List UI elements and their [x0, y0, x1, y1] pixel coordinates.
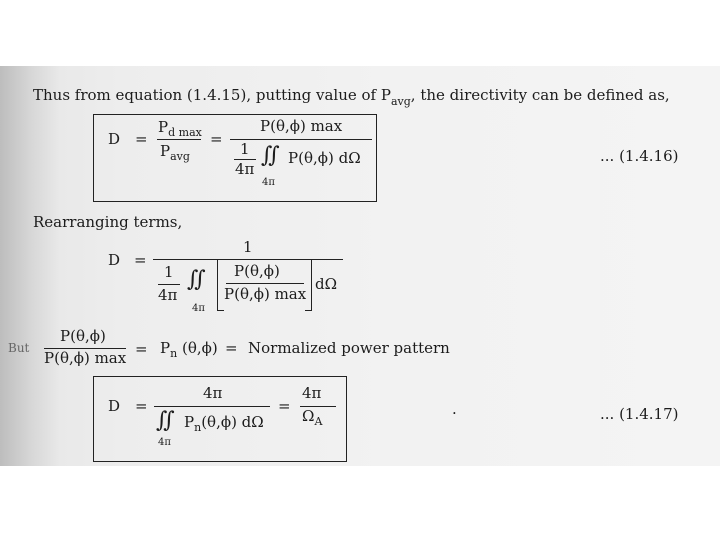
eq4-eq: = [135, 397, 148, 415]
intro-sub: avg [390, 95, 411, 108]
eq1-number: ... (1.4.16) [600, 147, 679, 165]
eq2-coef-top: 1 [164, 263, 174, 281]
eq1-den-coef-top: 1 [240, 140, 250, 158]
eq1-den-body: P(θ,ϕ) dΩ [288, 149, 361, 167]
eq1-num1: $P_{d max}$ [158, 118, 202, 139]
eq3-prefix: But [8, 341, 30, 355]
eq2-limit: 4π [192, 303, 205, 314]
eq3-num: P(θ,ϕ) [60, 327, 106, 345]
eq4-number: ... (1.4.17) [600, 405, 679, 423]
eq1-eq: = [135, 130, 148, 148]
eq3-rhs: $P_n$ (θ,ϕ) [160, 339, 218, 360]
eq2-eq: = [134, 251, 147, 269]
eq4-integral: ∬ [156, 408, 175, 433]
eq2-coef-bar [158, 284, 180, 285]
eq4-den-body: $P_n(\theta,\phi)$ dΩ [184, 413, 264, 434]
eq3-den: P(θ,ϕ) max [44, 349, 127, 367]
eq2-inner-bar [226, 283, 304, 284]
eq2-bracket-left [217, 259, 224, 311]
eq1-frac2 [230, 139, 372, 140]
eq4-lhs: D [108, 397, 121, 415]
intro-text-2: , the directivity can be defined as, [410, 86, 670, 104]
eq2-inner-num: P(θ,ϕ) [234, 262, 280, 280]
eq4-frac1 [154, 406, 270, 407]
eq1-den-coef-bot: 4π [235, 160, 255, 178]
eq2-frac [153, 259, 343, 260]
eq4-eq2: = [278, 397, 291, 415]
eq2-d: dΩ [315, 275, 338, 293]
eq1-frac1 [157, 139, 201, 140]
eq4-den2: $\Omega_A$ [302, 407, 323, 428]
eq4-den-limit: 4π [158, 437, 171, 448]
eq2-coef-bot: 4π [158, 286, 178, 304]
intro-text: Thus from equation (1.4.15), putting value of P [33, 86, 391, 104]
eq1-lhs: D [108, 130, 121, 148]
eq2-bracket-right [305, 259, 312, 311]
eq1-den-limit: 4π [262, 177, 275, 188]
eq1-integral: ∬ [261, 143, 280, 168]
eq1-num2: P(θ,ϕ) max [260, 117, 343, 135]
eq3-eq: = [135, 340, 148, 358]
eq4-bullet: · [452, 404, 457, 422]
eq2-inner-den: P(θ,ϕ) max [224, 285, 307, 303]
eq4-num2: 4π [302, 384, 322, 402]
eq2-lhs: D [108, 251, 121, 269]
rearranging-text: Rearranging terms, [33, 213, 183, 231]
eq1-eq2: = [210, 130, 223, 148]
eq1-den1: $P_{avg}$ [160, 142, 190, 163]
eq2-integral: ∬ [187, 267, 206, 292]
eq3-eq2: = [225, 339, 238, 357]
eq3-label: Normalized power pattern [248, 339, 450, 357]
eq2-num: 1 [243, 238, 253, 256]
intro-line [33, 86, 670, 108]
eq4-num1: 4π [203, 384, 223, 402]
